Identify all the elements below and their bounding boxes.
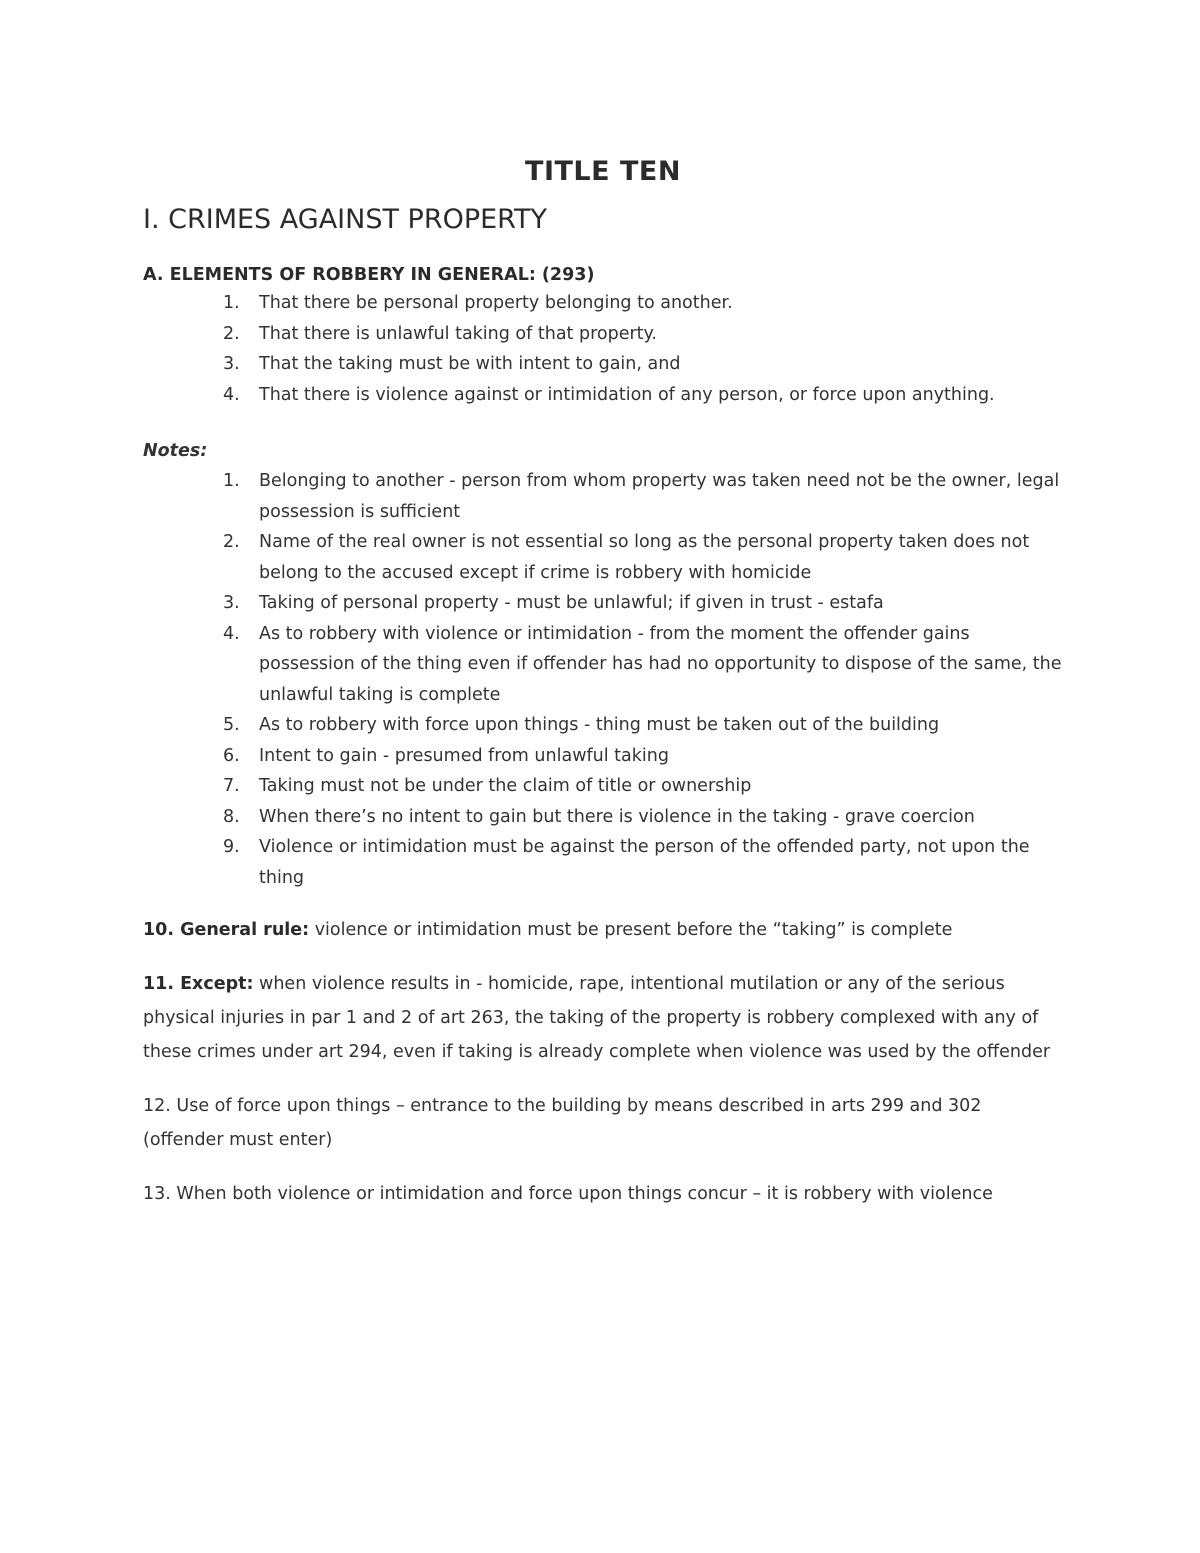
paragraph-force-upon-things: 12. Use of force upon things – entrance to the building by means described in arts 299 and 302 (offender must enter) — [143, 1096, 982, 1150]
list-text: Belonging to another - person from whom property was taken need not be the owner, legal possession is sufficient — [259, 471, 1060, 522]
paragraph-text: violence or intimidation must be present before the “taking” is complete — [309, 920, 953, 940]
paragraph-general-rule — [143, 913, 1063, 947]
document-title: TITLE TEN — [525, 156, 681, 187]
list-text: As to robbery with violence or intimidation - from the moment the offender gains possession of the thing even if offender has had no opportunity to dispose of the same, the unlawful taking is complete — [259, 623, 1062, 705]
paragraph-label: 10. General rule — [143, 920, 303, 940]
paragraph-concur: 13. When both violence or intimidation and force upon things concur – it is robbery with violence — [143, 1184, 993, 1204]
list-text: As to robbery with force upon things - thing must be taken out of the building — [259, 715, 940, 735]
list-item — [143, 741, 1063, 772]
list-number: 1. — [223, 293, 240, 313]
subsection-title: A. ELEMENTS OF ROBBERY IN GENERAL: (293) — [143, 265, 595, 285]
list-number: 1. — [223, 471, 240, 491]
list-number: 6. — [223, 745, 240, 766]
list-number: 4. — [223, 384, 240, 405]
list-text: Taking must not be under the claim of title or ownership — [259, 776, 752, 796]
list-text: When there’s no intent to gain but there is violence in the taking - grave coercion — [259, 806, 975, 827]
list-text: That there is unlawful taking of that property. — [259, 323, 657, 344]
list-number: 2. — [223, 323, 240, 344]
paragraph-except — [143, 967, 1063, 1069]
list-item — [143, 619, 1063, 711]
list-text: That there is violence against or intimidation of any person, or force upon anything. — [259, 384, 995, 405]
list-number: 8. — [223, 806, 240, 827]
list-text: Taking of personal property - must be unlawful; if given in trust - estafa — [259, 593, 884, 613]
list-item — [143, 527, 1063, 588]
list-item — [143, 588, 1063, 619]
list-item — [143, 288, 1063, 319]
list-text: Intent to gain - presumed from unlawful taking — [259, 745, 669, 766]
document-page — [143, 150, 1063, 1211]
list-text: Name of the real owner is not essential so long as the personal property taken does not belong to the accused except if crime is robbery with homicide — [259, 532, 1030, 583]
list-item — [143, 802, 1063, 833]
list-item — [143, 710, 1063, 741]
list-number: 9. — [223, 837, 240, 857]
list-text: That the taking must be with intent to gain, and — [259, 354, 681, 374]
list-item — [143, 380, 1063, 411]
list-number: 3. — [223, 354, 240, 374]
notes-list — [143, 466, 1063, 893]
elements-list — [143, 288, 1063, 410]
list-number: 5. — [223, 715, 240, 735]
list-item — [143, 319, 1063, 350]
section-title: I. CRIMES AGAINST PROPERTY — [143, 204, 547, 235]
list-number: 4. — [223, 623, 240, 644]
list-number: 3. — [223, 593, 240, 613]
notes-label: Notes: — [143, 441, 208, 461]
list-number: 7. — [223, 776, 240, 796]
paragraph-text: when violence results in - homicide, rape, intentional mutilation or any of the serious physical injuries in par 1 and 2 of art 263, the taking of the property is robbery complexed with any of these crimes under art 294, even if taking is already complete when violence was used by the offender — [143, 974, 1051, 1062]
list-item — [143, 771, 1063, 802]
paragraph-label-colon: : — [302, 920, 310, 940]
list-text: That there be personal property belonging to another. — [259, 293, 733, 313]
list-text: Violence or intimidation must be against the person of the offended party, not upon the thing — [259, 837, 1030, 888]
list-item — [143, 832, 1063, 893]
paragraph-label: 11. Except: — [143, 974, 254, 994]
list-item — [143, 349, 1063, 380]
list-number: 2. — [223, 532, 240, 552]
list-item — [143, 466, 1063, 527]
